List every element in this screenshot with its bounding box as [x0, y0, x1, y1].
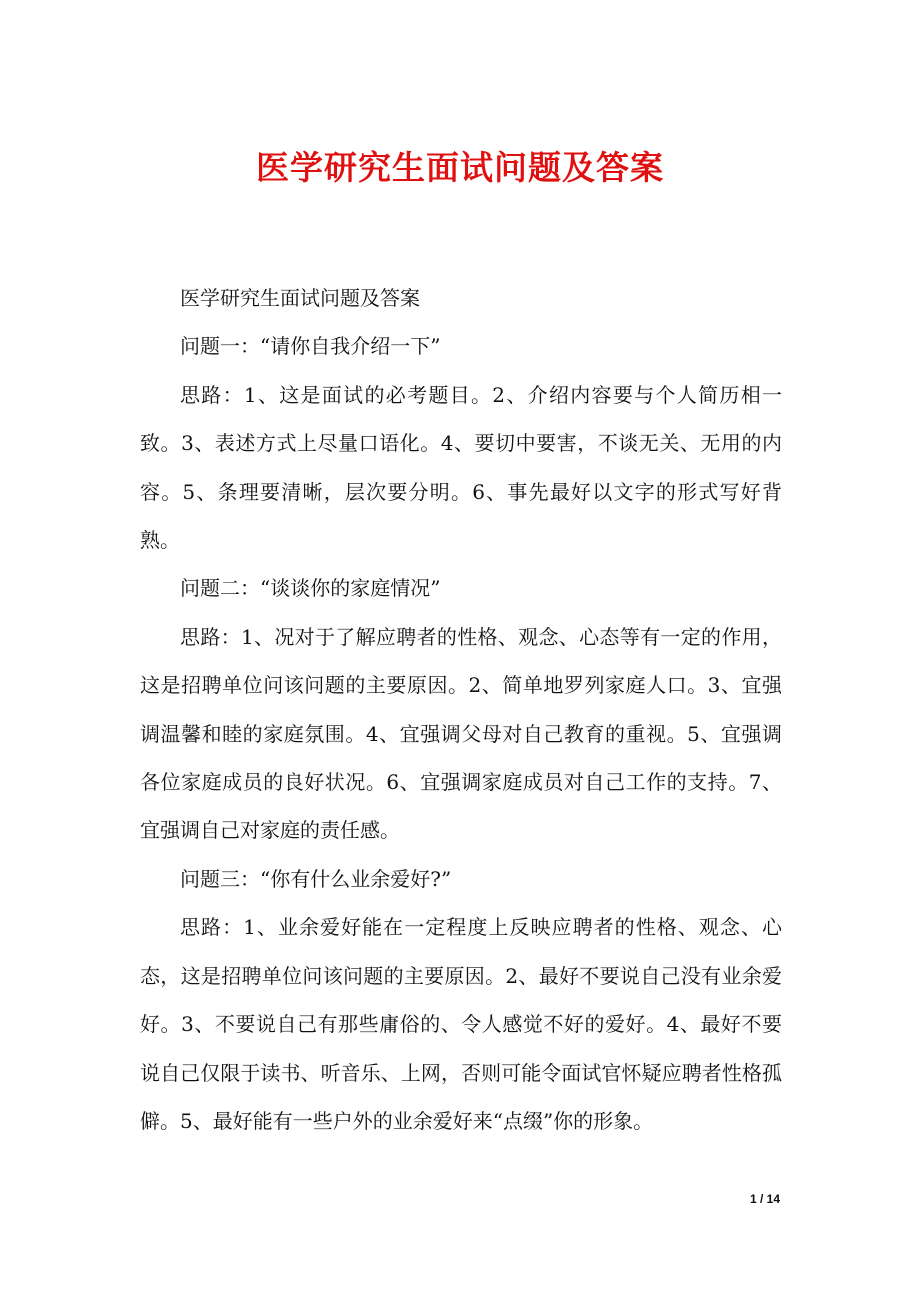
- document-title: 医学研究生面试问题及答案: [256, 148, 664, 187]
- question-1-heading: 问题一：“请你自我介绍一下”: [180, 334, 441, 359]
- question-3-heading: 问题三：“你有什么业余爱好?”: [180, 866, 452, 891]
- document-body: [140, 274, 782, 1145]
- paragraph-subtitle: 医学研究生面试问题及答案: [180, 286, 420, 310]
- question-1-answer: 思路：1、这是面试的必考题目。2、介绍内容要与个人简历相一致。3、表述方式上尽量口语化。4、要切中要害，不谈无关、无用的内容。5、条理要清晰，层次要分明。6、事先最好以文字的形式写好背熟。: [140, 382, 782, 553]
- question-2-answer: 思路：1、况对于了解应聘者的性格、观念、心态等有一定的作用，这是招聘单位问该问题的主要原因。2、简单地罗列家庭人口。3、宜强调温馨和睦的家庭氛围。4、宜强调父母对自己教育的重视。5、宜强调各位家庭成员的良好状况。6、宜强调家庭成员对自己工作的支持。7、宜强调自己对家庭的责任感。: [140, 624, 782, 843]
- question-2-heading: 问题二：“谈谈你的家庭情况”: [180, 576, 441, 601]
- question-3-answer: 思路：1、业余爱好能在一定程度上反映应聘者的性格、观念、心态，这是招聘单位问该问题的主要原因。2、最好不要说自己没有业余爱好。3、不要说自己有那些庸俗的、令人感觉不好的爱好。4、最好不要说自己仅限于读书、听音乐、上网，否则可能令面试官怀疑应聘者性格孤僻。5、最好能有一些户外的业余爱好来“点缀”你的形象。: [140, 915, 782, 1133]
- page-number: 1 / 14: [749, 1192, 780, 1206]
